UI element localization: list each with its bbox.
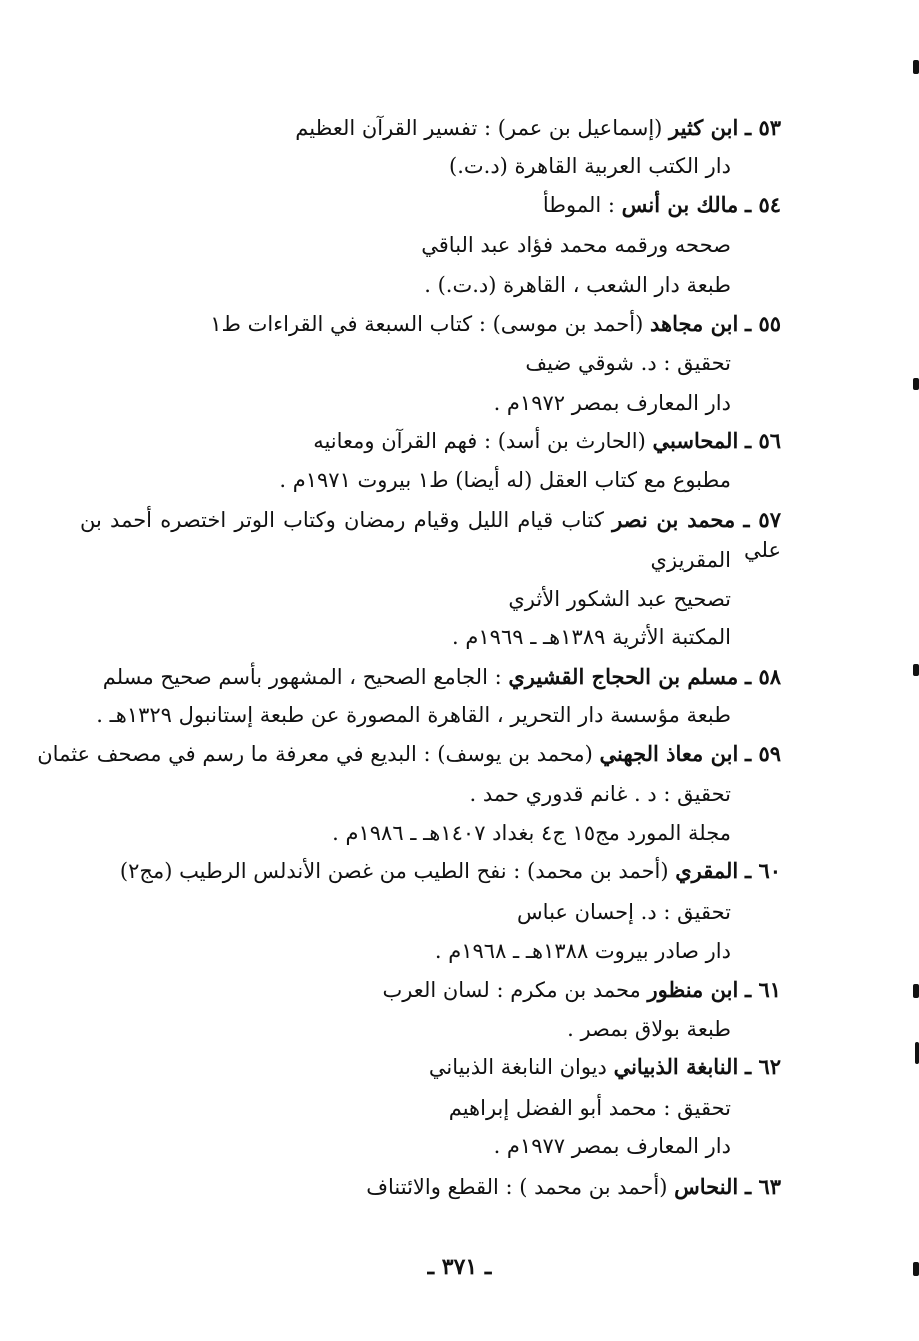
entry-title: (الحارث بن أسد) : فهم القرآن ومعانيه	[313, 429, 653, 453]
entry-53-head	[295, 113, 781, 143]
entry-author: ابن مجاهد	[650, 311, 739, 336]
entry-title: (محمد بن يوسف) : البديع في معرفة ما رسم في مصحف عثمان	[37, 742, 600, 766]
entry-60-head	[120, 856, 781, 886]
entry-title: (أحمد بن محمد ) : القطع والائتناف	[366, 1175, 675, 1199]
entry-58-line-1: طبعة مؤسسة دار التحرير ، القاهرة المصورة عن طبعة إستانبول ١٣٢٩هـ .	[96, 703, 731, 727]
entry-60-line-1: تحقيق : د. إحسان عباس	[517, 900, 731, 924]
entry-author: مسلم بن الحجاج القشيري	[508, 664, 739, 689]
entry-60-line-2: دار صادر بيروت ١٣٨٨هـ ـ ١٩٦٨م .	[434, 939, 731, 963]
page-number: ـ ٣٧١ ـ	[427, 1254, 492, 1280]
entry-author: ابن منظور	[647, 977, 739, 1002]
entry-title: (أحمد بن محمد) : نفح الطيب من غصن الأندلس الرطيب (مج٢)	[119, 859, 676, 883]
entry-author: مالك بن أنس	[621, 192, 739, 217]
entry-63-head	[366, 1172, 781, 1202]
entry-author: النحاس	[674, 1174, 739, 1199]
entry-59-line-2: مجلة المورد مج١٥ ج٤ بغداد ١٤٠٧هـ ـ ١٩٨٦م .	[332, 821, 731, 845]
entry-57-line-2: تصحيح عبد الشكور الأثري	[508, 587, 731, 611]
entry-number: ٦٣ ـ	[744, 1174, 781, 1199]
entry-author: ابن معاذ الجهني	[599, 741, 739, 766]
entry-title: (إسماعيل بن عمر) : تفسير القرآن العظيم	[295, 116, 670, 140]
entry-title: : الموطأ	[542, 193, 622, 217]
entry-59-head	[37, 739, 781, 769]
scan-edge-mark	[915, 1042, 919, 1064]
entry-number: ٦٠ ـ	[744, 858, 781, 883]
entry-54-line-1: صححه ورقمه محمد فؤاد عبد الباقي	[421, 233, 731, 257]
entry-59-line-1: تحقيق : د . غانم قدوري حمد .	[469, 782, 731, 806]
entry-author: ابن كثير	[669, 115, 739, 140]
entry-number: ٥٣ ـ	[744, 115, 781, 140]
entry-55-line-1: تحقيق : د. شوقي ضيف	[525, 351, 731, 375]
entry-title: كتاب قيام الليل وقيام رمضان وكتاب الوتر اختصره أحمد بن علي	[80, 508, 781, 562]
entry-number: ٥٧ ـ	[743, 507, 781, 532]
entry-57-line-3: المكتبة الأثرية ١٣٨٩هـ ـ ١٩٦٩م .	[452, 625, 731, 649]
entry-number: ٥٥ ـ	[744, 311, 781, 336]
entry-57-line-1: المقريزي	[650, 548, 731, 572]
entry-62-head	[429, 1052, 781, 1082]
entry-54-head	[543, 190, 781, 220]
scan-edge-mark	[913, 984, 919, 998]
entry-title: ديوان النابغة الذبياني	[428, 1055, 614, 1079]
entry-author: المقري	[675, 858, 739, 883]
entry-number: ٥٨ ـ	[744, 664, 781, 689]
entry-62-line-2: دار المعارف بمصر ١٩٧٧م .	[493, 1134, 731, 1158]
entry-53-line-1: دار الكتب العربية القاهرة (د.ت.)	[449, 154, 731, 178]
entry-number: ٥٦ ـ	[744, 428, 781, 453]
entry-number: ٦٢ ـ	[744, 1054, 781, 1079]
scan-edge-mark	[913, 60, 919, 74]
entry-61-head	[382, 975, 781, 1005]
entry-55-line-2: دار المعارف بمصر ١٩٧٢م .	[493, 391, 731, 415]
entry-58-head	[103, 662, 781, 692]
scan-edge-mark	[913, 664, 919, 676]
entry-author: النابغة الذبياني	[613, 1054, 739, 1079]
entry-number: ٥٤ ـ	[744, 192, 781, 217]
entry-56-line-1: مطبوع مع كتاب العقل (له أيضا) ط١ بيروت ١٩٧١م .	[279, 468, 731, 492]
entry-56-head	[313, 426, 781, 456]
entry-61-line-1: طبعة بولاق بمصر .	[567, 1017, 731, 1041]
entry-62-line-1: تحقيق : محمد أبو الفضل إبراهيم	[448, 1096, 731, 1120]
scan-edge-mark	[913, 1262, 919, 1276]
entry-54-line-2: طبعة دار الشعب ، القاهرة (د.ت.) .	[424, 273, 731, 297]
entry-title: (أحمد بن موسى) : كتاب السبعة في القراءات ط١	[210, 312, 650, 336]
entry-author: محمد بن نصر	[612, 507, 736, 532]
scan-edge-mark	[913, 378, 919, 390]
entry-title: : الجامع الصحيح ، المشهور بأسم صحيح مسلم	[102, 665, 509, 689]
entry-title: محمد بن مكرم : لسان العرب	[382, 978, 648, 1002]
entry-number: ٦١ ـ	[744, 977, 781, 1002]
entry-55-head	[210, 309, 781, 339]
entry-number: ٥٩ ـ	[744, 741, 781, 766]
entry-author: المحاسبي	[652, 428, 739, 453]
